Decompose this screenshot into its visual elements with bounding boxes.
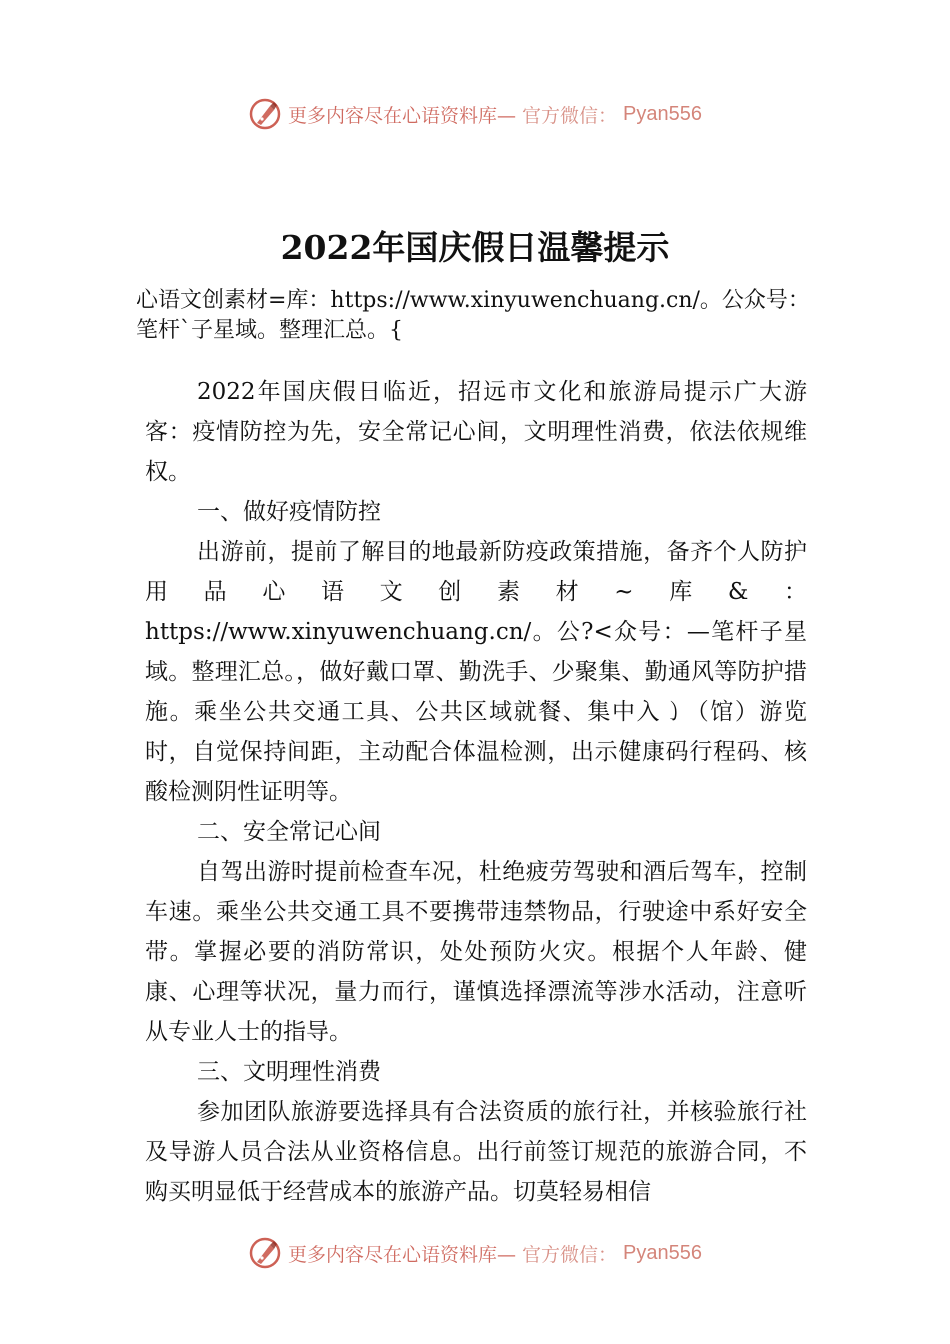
section-epidemic-paragraph-rest: https://www.xinyuwenchuang.cn/。公?<众号：—笔杆子星域。整理汇总。，做好戴口罩、勤洗手、少聚集、勤通风等防护措施。乘坐公共交通工具、公共区域就餐、集中入㇁（馆）游览时，自觉保持间距，主动配合体温检测，出示健康码行程码、核酸检测阴性证明等。 bbox=[145, 619, 807, 805]
pen-nib-logo-icon bbox=[248, 97, 282, 131]
footer-watermark-wechat-id: Pyan556 bbox=[623, 1241, 702, 1264]
footer-watermark-text: 更多内容尽在心语资料库— bbox=[288, 1243, 517, 1266]
document-body bbox=[145, 372, 807, 1212]
section-heading-consumption: 三、文明理性消费 bbox=[197, 1059, 381, 1085]
section-safety-paragraph: 自驾出游时提前检查车况，杜绝疲劳驾驶和酒后驾车，控制车速。乘坐公共交通工具不要携带违禁物品，行驶途中系好安全带。掌握必要的消防常识，处处预防火灾。根据个人年龄、健康、心理等状况，量力而行，谨慎选择漂流等涉水活动，注意听从专业人士的指导。 bbox=[145, 859, 807, 1045]
footer-watermark-wechat-label: 官方微信： bbox=[522, 1243, 618, 1266]
section-heading-safety: 二、安全常记心间 bbox=[197, 819, 381, 845]
source-note: 心语文创素材=库：https://www.xinyuwenchuang.cn/。公众号：笔杆`子星域。整理汇总。{ bbox=[136, 288, 810, 343]
document-title: 2022年国庆假日温馨提示 bbox=[280, 228, 670, 267]
section-heading-epidemic: 一、做好疫情防控 bbox=[197, 499, 381, 525]
section-consumption-paragraph: 参加团队旅游要选择具有合法资质的旅行社，并核验旅行社及导游人员合法从业资格信息。出行前签订规范的旅游合同，不购买明显低于经营成本的旅游产品。切莫轻易相信 bbox=[145, 1099, 807, 1205]
header-watermark-wechat-label: 官方微信： bbox=[522, 104, 618, 127]
pen-nib-logo-icon bbox=[248, 1236, 282, 1270]
header-watermark bbox=[0, 94, 950, 134]
header-watermark-wechat-id: Pyan556 bbox=[623, 102, 702, 125]
intro-paragraph: 2022年国庆假日临近，招远市文化和旅游局提示广大游客：疫情防控为先，安全常记心间，文明理性消费，依法依规维权。 bbox=[145, 379, 807, 485]
header-watermark-text: 更多内容尽在心语资料库— bbox=[288, 104, 517, 127]
section-epidemic-paragraph-start: 出游前，提前了解目的地最新防疫政策措施，备齐个人防护用品心语文创素材~库&： bbox=[145, 539, 807, 605]
footer-watermark bbox=[0, 1233, 950, 1273]
